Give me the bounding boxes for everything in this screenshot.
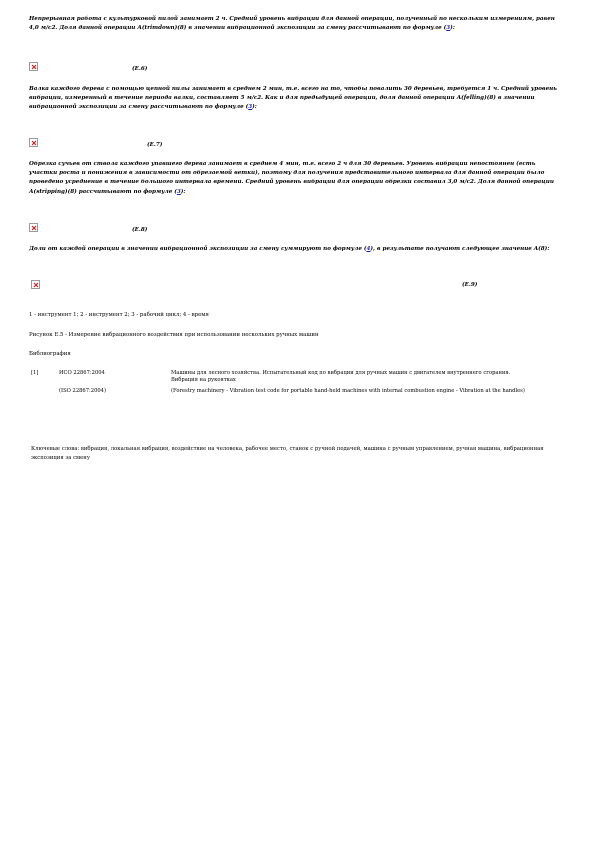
standard-title: (Forestry machinery - Vibration test code for portable hand-held machines with internal combustion engine - Vibration at the handles) <box>171 388 525 394</box>
equation-number: (Е.9) <box>462 282 478 288</box>
standard-code: (ISO 22867:2004) <box>59 388 107 394</box>
paragraph-trimdown <box>29 15 559 33</box>
broken-image-icon <box>31 280 40 289</box>
bibliography-row <box>31 370 531 384</box>
standard-code: ИСО 22867:2004 <box>59 370 105 376</box>
broken-image-icon <box>29 62 38 71</box>
paragraph-text: Валка каждого дерева с помощью цепной пилы занимает в среднем 2 мин, т.е. всего на то, чтобы повалить 30 деревьев, требуется 1 ч. Средний уровень вибрации, измеренный в течение периода валки, составляет 5 м/с2. Как и для предыдущей операции, доля данной операции А(felling)(8) в значении вибрационной экспозиции за смену рассчитывают по формуле ( <box>29 86 557 111</box>
paragraph-text: Доли от каждой операции в значении вибрационной экспозиции за смену суммируют по формуле ( <box>29 246 367 252</box>
entry-number: [1] <box>31 370 39 376</box>
paragraph-felling <box>29 85 559 113</box>
paragraph-text: ), в результате получают следующее значение A(8): <box>370 246 550 252</box>
bibliography-table <box>31 370 531 395</box>
paragraph-sum <box>29 245 559 254</box>
keywords: Ключевые слова: вибрация, локальная вибрация, воздействие на человека, рабочее место, станок с ручной подачей, машина с ручным управлением, ручная машина, вибрационная экспозиция за смену <box>31 446 544 461</box>
equation-number: (Е.7) <box>147 142 163 148</box>
figure-legend: 1 - инструмент 1; 2 - инструмент 2; 3 - рабочий цикл; 4 - время <box>29 312 209 318</box>
paragraph-text: ): <box>252 104 257 111</box>
paragraph-text: Непрерывная работа с культурковой пилой занимает 2 ч. Средний уровень вибрации для данной операции, полученный по нескольким измерениям, равен 4,0 м/с2. Доля данной операции А(trimdown)(8) в значении вибрационной экспозиции за смену рассчитывают по формуле ( <box>29 16 555 32</box>
figure-caption: Рисунок Е.5 - Измерение вибрационного воздействия при использовании нескольких ручных машин <box>29 332 319 338</box>
equation-number: (Е.8) <box>132 227 148 233</box>
bibliography-row <box>31 388 531 395</box>
paragraph-text: ): <box>180 188 186 195</box>
formula-ref-link[interactable]: 3 <box>248 104 253 111</box>
formula-ref-link[interactable]: 3 <box>176 188 181 195</box>
broken-image-icon <box>29 138 38 147</box>
broken-image-icon <box>29 223 38 232</box>
standard-title: Машины для лесного хозяйства. Испытательный код по вибрации для ручных машин с двигателем внутреннего сгорания. Вибрация на рукоятках <box>171 370 511 383</box>
paragraph-text: ): <box>450 25 455 32</box>
formula-ref-link[interactable]: 4 <box>366 246 371 252</box>
formula-ref-link[interactable]: 3 <box>446 25 451 32</box>
equation-number: (Е.6) <box>132 66 148 72</box>
paragraph-text: Обрезка сучьев от ствола каждого упавшего дерева занимает в среднем 4 мин, т.е. всего 2 ч для 30 деревьев. Уровень вибрации непостоянен (есть участки роста и понижения в зависимости от обрезаемой ветки), поэтому для получения представительного интервала для данной операции было проведено усреднение в течение большого интервала времени. Средний уровень вибрации для операции обрезки составил 3,0 м/с2. Доля данной операции А(stripping)(8) рассчитывают по формуле ( <box>29 161 554 195</box>
paragraph-stripping <box>29 160 559 197</box>
bibliography-heading: Библиография <box>29 351 71 357</box>
